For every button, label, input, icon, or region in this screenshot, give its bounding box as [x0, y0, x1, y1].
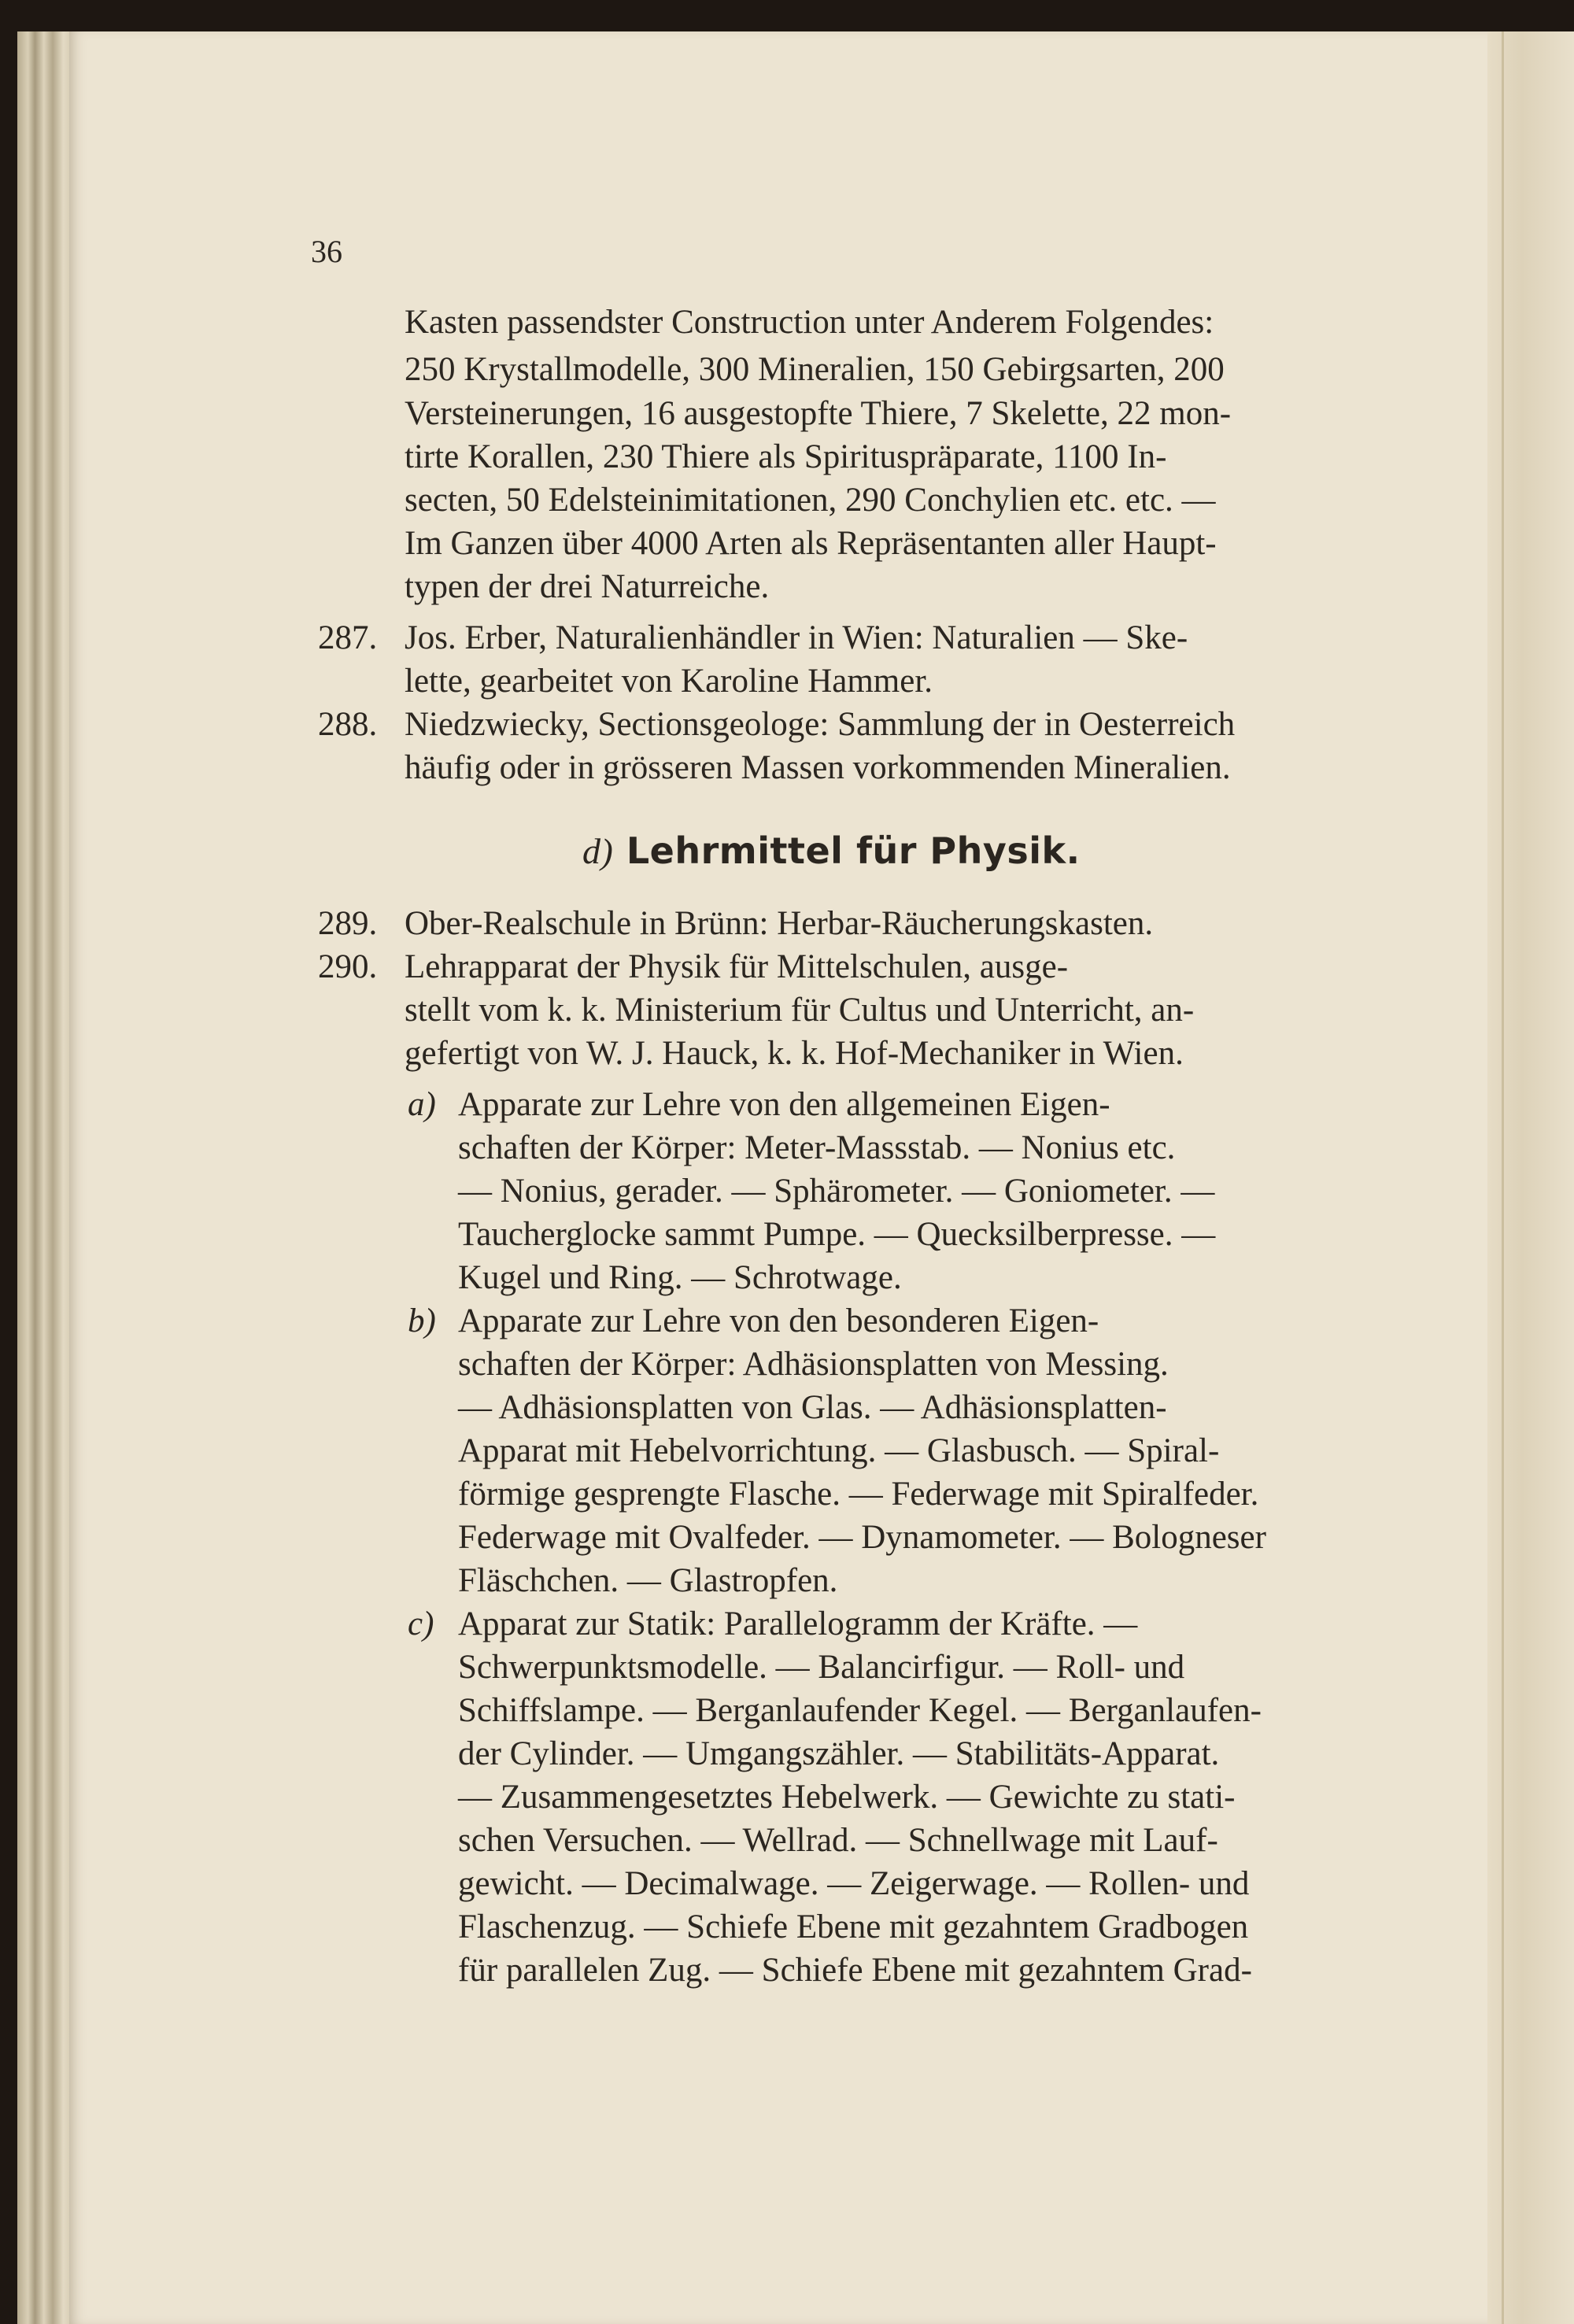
section-heading [582, 830, 1081, 872]
entry-number: 288. [318, 706, 378, 743]
text-line: Niedzwiecky, Sectionsgeologe: Sammlung der in Oesterreich [405, 706, 1236, 743]
text-line: Ober-Realschule in Brünn: Herbar-Räucherungskasten. [405, 905, 1154, 942]
text-line: — Zusammengesetztes Hebelwerk. — Gewichte zu stati- [458, 1779, 1236, 1816]
text-line: stellt vom k. k. Ministerium für Cultus und Unterricht, an- [405, 992, 1195, 1029]
text-line: Schwerpunktsmodelle. — Balancirfigur. — Roll- und [458, 1649, 1185, 1686]
text-line: förmige gesprengte Flasche. — Federwage mit Spiralfeder. [458, 1476, 1259, 1513]
entry-number: 290. [318, 948, 378, 985]
section-letter: d) [582, 831, 614, 871]
entry-number: 287. [318, 619, 378, 656]
text-line: lette, gearbeitet von Karoline Hammer. [405, 663, 933, 700]
text-line: Im Ganzen über 4000 Arten als Repräsentanten aller Haupt- [405, 525, 1217, 562]
text-line: Apparat zur Statik: Parallelogramm der Kräfte. — [458, 1605, 1138, 1642]
text-line: Lehrapparat der Physik für Mittelschulen, ausge- [405, 948, 1069, 985]
text-line: Apparate zur Lehre von den allgemeinen Eigen- [458, 1086, 1110, 1123]
subsection-letter: b) [408, 1302, 436, 1339]
text-line: Kugel und Ring. — Schrotwage. [458, 1259, 902, 1296]
text-line: Fläschchen. — Glastropfen. [458, 1562, 838, 1599]
text-line: — Nonius, gerader. — Sphärometer. — Goniometer. — [458, 1173, 1215, 1210]
text-line: tirte Korallen, 230 Thiere als Spirituspräparate, 1100 In- [405, 438, 1167, 475]
text-line: häufig oder in grösseren Massen vorkommenden Mineralien. [405, 749, 1231, 786]
text-line: der Cylinder. — Umgangszähler. — Stabilitäts-Apparat. [458, 1735, 1220, 1772]
text-line: Apparate zur Lehre von den besonderen Eigen- [458, 1302, 1099, 1339]
text-line: Federwage mit Ovalfeder. — Dynamometer. — Bologneser [458, 1519, 1266, 1556]
subsection-letter: c) [408, 1605, 434, 1642]
text-line: Taucherglocke sammt Pumpe. — Quecksilberpresse. — [458, 1216, 1216, 1253]
text-line: — Adhäsionsplatten von Glas. — Adhäsionsplatten- [458, 1389, 1167, 1426]
text-line: Versteinerungen, 16 ausgestopfte Thiere, 7 Skelette, 22 mon- [405, 395, 1232, 432]
text-line: schen Versuchen. — Wellrad. — Schnellwage mit Lauf- [458, 1822, 1218, 1859]
text-line: Jos. Erber, Naturalienhändler in Wien: Naturalien — Ske- [405, 619, 1188, 656]
page-number: 36 [311, 234, 342, 269]
entry-number: 289. [318, 905, 378, 942]
text-line: Apparat mit Hebelvorrichtung. — Glasbusch. — Spiral- [458, 1432, 1220, 1469]
text-line: secten, 50 Edelsteinimitationen, 290 Conchylien etc. etc. — [405, 482, 1216, 519]
text-line: gewicht. — Decimalwage. — Zeigerwage. — Rollen- und [458, 1865, 1250, 1902]
subsection-letter: a) [408, 1086, 436, 1123]
text-line: Flaschenzug. — Schiefe Ebene mit gezahntem Gradbogen [458, 1908, 1249, 1945]
text-line: für parallelen Zug. — Schiefe Ebene mit gezahntem Grad- [458, 1952, 1252, 1989]
text-line: gefertigt von W. J. Hauck, k. k. Hof-Mechaniker in Wien. [405, 1035, 1184, 1072]
text-line: schaften der Körper: Adhäsionsplatten von Messing. [458, 1346, 1169, 1383]
text-line: Schiffslampe. — Berganlaufender Kegel. — Berganlaufen- [458, 1692, 1262, 1729]
text-line: Kasten passendster Construction unter Anderem Folgendes: [405, 304, 1214, 341]
text-line: schaften der Körper: Meter-Massstab. — Nonius etc. [458, 1129, 1176, 1166]
text-line: 250 Krystallmodelle, 300 Mineralien, 150 Gebirgsarten, 200 [405, 351, 1225, 388]
section-title: Lehrmittel für Physik. [626, 829, 1081, 872]
text-line: typen der drei Naturreiche. [405, 568, 770, 605]
